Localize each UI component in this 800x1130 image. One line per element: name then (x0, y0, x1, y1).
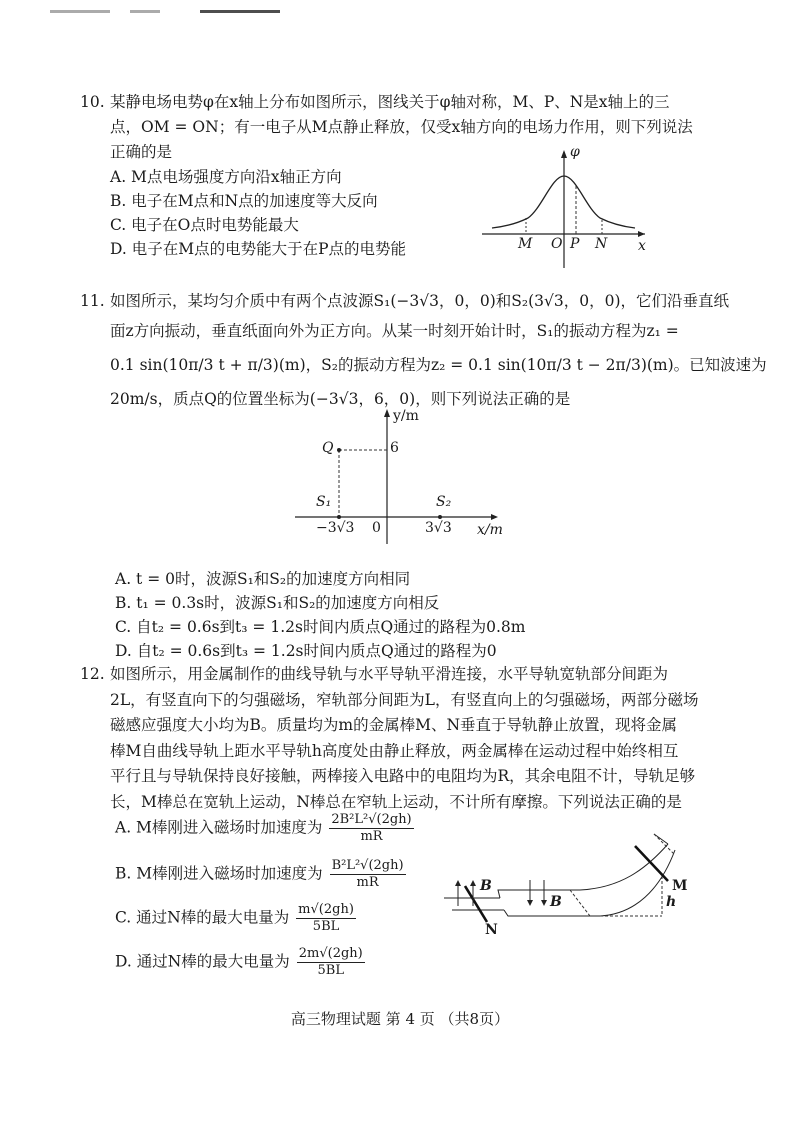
option-a: A. M点电场强度方向沿x轴正方向 (110, 168, 342, 186)
option-c: C. 自t₂ = 0.6s到t₃ = 1.2s时间内质点Q通过的路程为0.8m (115, 618, 526, 636)
question-text-line: 平行且与导轨保持良好接触，两棒接入电路中的电阻均为R，其余电阻不计，导轨足够 (110, 767, 696, 785)
rail-diagram (430, 810, 710, 950)
point-p-label: P (570, 236, 580, 252)
question-number: 12. (80, 665, 105, 683)
option-c: C. 通过N棒的最大电量为 $\frac{m√(2gh)}{5BL}$ (115, 902, 354, 934)
question-text-line: 某静电场电势φ在x轴上分布如图所示，图线关于φ轴对称，M、P、N是x轴上的三 (110, 93, 670, 111)
question-text-line: 点，OM = ON；有一电子从M点静止释放，仅受x轴方向的电场力作用，则下列说法 (110, 118, 693, 136)
question-12 (80, 662, 750, 815)
question-text-line: 正确的是 (110, 143, 173, 161)
x-axis-label: x (638, 238, 646, 254)
option-d: D. 自t₂ = 0.6s到t₃ = 1.2s时间内质点Q通过的路程为0 (115, 642, 497, 660)
x-axis-label: x/m (477, 522, 503, 538)
option-a: A. t = 0时，波源S₁和S₂的加速度方向相同 (115, 570, 411, 588)
s1-x-value: −3√3 (316, 520, 355, 536)
option-b: B. t₁ = 0.3s时，波源S₁和S₂的加速度方向相反 (115, 594, 440, 612)
source-s2-label: S₂ (436, 494, 452, 510)
point-n-label: N (595, 236, 608, 252)
question-text-line: 如图所示，用金属制作的曲线导轨与水平导轨平滑连接，水平导轨宽轨部分间距为 (110, 665, 669, 683)
question-text-line: 如图所示，某均匀介质中有两个点波源S₁(−3√3，0，0)和S₂(3√3，0，0)，它们沿垂直纸 (110, 292, 729, 310)
field-b-up-label: B (480, 878, 492, 894)
origin-label: 0 (372, 520, 381, 536)
height-h-label: h (666, 894, 677, 910)
question-text-line: 20m/s，质点Q的位置坐标为(−3√3，6，0)，则下列说法正确的是 (110, 390, 571, 408)
question-11 (80, 286, 767, 414)
question-text-line: 0.1 sin(10π/3 t + π/3)(m)，S₂的振动方程为z₂ = 0.1 sin(10π/3 t − 2π/3)(m)。已知波速为 (110, 356, 767, 374)
point-q-label: Q (322, 440, 334, 456)
page-footer: 高三物理试题 第 4 页 （共8页） (290, 1010, 510, 1028)
option-a: A. M棒刚进入磁场时加速度为 $\frac{\text{2B²L²√(2gh)}}{mR}$ (115, 812, 412, 844)
question-number: 10. (80, 93, 105, 111)
question-number: 11. (80, 292, 105, 310)
source-s1-label: S₁ (316, 494, 332, 510)
y-axis-label: y/m (393, 408, 419, 424)
question-text-line: 长，M棒总在宽轨上运动，N棒总在窄轨上运动，不计所有摩擦。下列说法正确的是 (110, 792, 682, 811)
question-text-line: 面z方向振动，垂直纸面向外为正方向。从某一时刻开始计时，S₁的振动方程为z₁ = (110, 322, 679, 340)
option-d: D. 通过N棒的最大电量为 $\frac{2m√(2gh)}{5BL}$ (115, 946, 363, 978)
question-text-line: 棒M自曲线导轨上距水平导轨h高度处由静止释放，两金属棒在运动过程中始终相互 (110, 741, 679, 760)
question-text-line: 2L，有竖直向下的匀强磁场，窄轨部分间距为L，有竖直向上的匀强磁场，两部分磁场 (110, 690, 699, 709)
option-c: C. 电子在O点时电势能最大 (110, 216, 299, 234)
option-b: B. 电子在M点和N点的加速度等大反向 (110, 192, 378, 210)
phi-axis-label: φ (570, 144, 580, 160)
s2-x-value: 3√3 (425, 520, 452, 536)
rod-m-label: M (672, 878, 688, 894)
option-d: D. 电子在M点的电势能大于在P点的电势能 (110, 240, 407, 258)
rod-n-label: N (485, 922, 498, 938)
point-o-label: O (551, 236, 563, 252)
point-m-label: M (518, 236, 533, 252)
wave-source-diagram (280, 400, 540, 550)
option-b: B. M棒刚进入磁场时加速度为 $\frac{\text{B²L²√(2gh)}}{mR}$ (115, 858, 404, 890)
field-b-down-label: B (550, 894, 562, 910)
scan-artifact (20, 8, 420, 16)
potential-graph (480, 140, 690, 270)
q-y-value: 6 (390, 440, 399, 456)
question-text-line: 磁感应强度大小均为B。质量均为m的金属棒M、N垂直于导轨静止放置，现将金属 (110, 716, 678, 734)
